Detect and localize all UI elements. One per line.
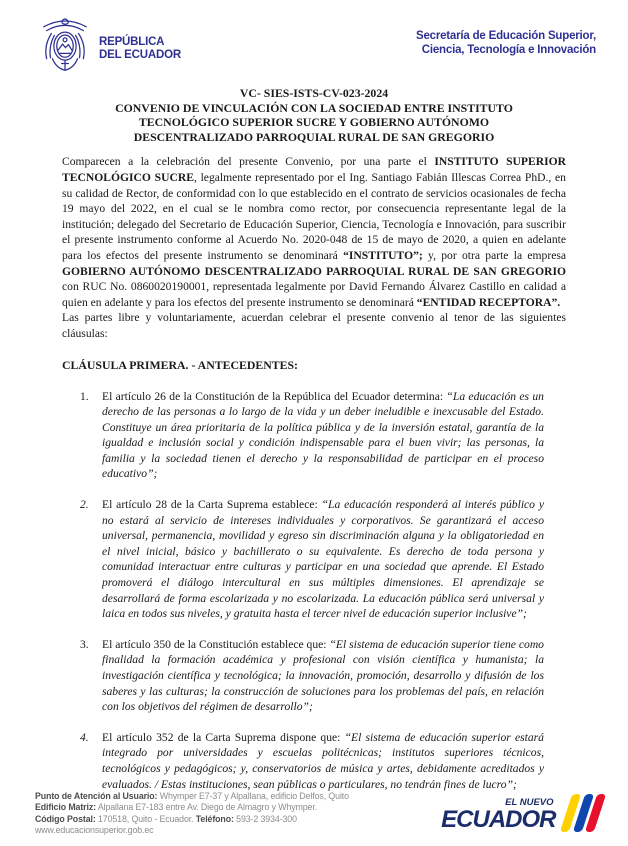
antecedentes-list — [62, 389, 566, 793]
item-number: 3. — [80, 637, 89, 651]
intro-paragraph — [62, 154, 566, 310]
page-header — [0, 12, 628, 90]
footer-line-3 — [35, 814, 349, 826]
antecedente-item-4 — [80, 730, 544, 792]
footer-line-1 — [35, 791, 349, 803]
antecedente-item-2 — [80, 497, 544, 622]
footer-contact-info — [35, 791, 349, 837]
secretaria-label — [416, 29, 596, 57]
item-number: 4. — [80, 730, 89, 744]
logo-el-nuevo: EL NUEVO — [505, 796, 554, 808]
flag-stripes-icon — [563, 794, 601, 832]
footer-value: 170518, Quito - Ecuador. — [95, 813, 196, 824]
antecedente-item-3 — [80, 637, 544, 715]
instituto-denomination: “INSTITUTO”; — [343, 248, 423, 262]
item-quote: “La educación es un derecho de las personas a lo largo de la vida y un deber ineludible e inexcusable del Estado. Constituye un área prioritaria de la política pública y de la inversión estatal, garantía de la igualdad e inclusión social y condición indispensable para el buen vivir; las personas, la familia y la sociedad tienen el derecho y la responsabilidad de participar en el proceso educativo”; — [102, 389, 544, 481]
el-nuevo-ecuador-logo — [441, 794, 600, 832]
footer-label: Teléfono: — [195, 813, 234, 824]
document-title — [62, 86, 566, 144]
item-number: 2. — [80, 498, 89, 512]
item-quote: “La educación responderá al interés público y no estará al servicio de intereses individuales y corporativos. Se garantizará el acceso universal, permanencia, movilidad y egreso sin discriminación alguna y la obligatoriedad en el nivel inicial, básico y bachillerato o su equivalente. Es derecho de toda persona y comunidad interactuar entre culturas y participar en una sociedad que aprende. El Estado promoverá el diálogo intercultural en sus múltiples dimensiones. El aprendizaje se desarrollará de forma escolarizada y no escolarizada. La educación pública será universal y laica en todos sus niveles, y gratuita hasta el tercer nivel de educación superior inclusive”; — [102, 498, 544, 621]
instituto-name: INSTITUTO SUPERIOR TECNOLÓGICO SUCRE — [62, 155, 566, 184]
secretaria-line2: Ciencia, Tecnología e Innovación — [421, 44, 596, 56]
footer-label: Edificio Matriz: — [35, 802, 96, 813]
item-lead: El artículo 28 de la Carta Suprema establece: — [102, 498, 322, 512]
footer-value: 593-2 3934-300 — [233, 813, 297, 824]
item-number: 1. — [80, 389, 89, 403]
gad-name: GOBIERNO AUTÓNOMO DESCENTRALIZADO PARROQUIAL RURAL DE SAN GREGORIO — [62, 264, 566, 278]
logo-ecuador: ECUADOR — [441, 806, 556, 833]
footer-label: Punto de Atención al Usuario: — [35, 790, 158, 801]
republic-line2: DEL ECUADOR — [99, 49, 181, 61]
footer-value: Whymper E7-37 y Alpallana, edificio Delfos, Quito — [157, 790, 349, 801]
footer-line-2 — [35, 802, 349, 814]
item-lead: El artículo 350 de la Constitución establece que: — [102, 637, 330, 651]
secretaria-line1: Secretaría de Educación Superior, — [415, 30, 596, 42]
clause-heading: CLÁUSULA PRIMERA. - ANTECEDENTES: — [62, 357, 298, 372]
title-line-3: DESCENTRALIZADO PARROQUIAL RURAL DE SAN GREGORIO — [133, 129, 495, 144]
ecuador-coat-of-arms-icon — [36, 14, 94, 89]
item-quote: “El sistema de educación superior estará integrado por universidades y escuelas politécnicas; institutos superiores técnicos, tecnológicos y pedagógicos; y, conservatorios de música y artes, debidamente acreditados y evaluados. / Estas instituciones, sean públicas o particulares, no tendrán fines de lucro”; — [102, 730, 544, 791]
logo-text — [441, 798, 555, 833]
intro-text: y, por otra parte la empresa — [422, 248, 566, 262]
footer-value: Alpallana E7-183 entre Av. Diego de Almagro y Whymper. — [95, 802, 318, 813]
intro-text: , legalmente representado por el Ing. Santiago Fabián Illescas Correa PhD., en su calidad de Rector, de conformidad con lo que establecido en el contrato de servicios ocasionales de fecha 19 mayo del 2022, en el cual se le nombra como rector, por consecuencia representante legal de la institución; delegado del Secretario de Educación Superior, Ciencia, Tecnología e Innovación, para suscribir el presente instrumento conforme al Acuerdo No. 2020-048 de 15 de mayo de 2020, a quien en adelante para los efectos del presente instrumento se denominará — [62, 170, 566, 262]
intro-text: Comparecen a la celebración del presente Convenio, por una parte el — [62, 155, 435, 169]
footer-website: www.educacionsuperior.gob.ec — [35, 825, 154, 836]
entidad-receptora-denomination: “ENTIDAD RECEPTORA”. — [416, 295, 561, 309]
item-lead: El artículo 26 de la Constitución de la República del Ecuador determina: — [102, 389, 447, 403]
footer-label: Código Postal: — [35, 813, 96, 824]
document-code: VC- SIES-ISTS-CV-023-2024 — [239, 86, 389, 100]
title-line-1: CONVENIO DE VINCULACIÓN CON LA SOCIEDAD ENTRE INSTITUTO — [115, 100, 513, 115]
document-body — [62, 86, 566, 807]
republic-line1: REPÚBLICA — [99, 36, 165, 48]
antecedente-item-1 — [80, 389, 544, 483]
item-lead: El artículo 352 de la Carta Suprema dispone que: — [102, 730, 345, 744]
title-line-2: TECNOLÓGICO SUPERIOR SUCRE Y GOBIERNO AUTÓNOMO — [138, 115, 490, 130]
intro-text: con RUC No. 0860020190001, representada legalmente por David Fernando Álvarez Castillo en calidad a quien en adelante y para los efectos del presente instrumento se denominará — [62, 280, 566, 309]
closing-paragraph: Las partes libre y voluntariamente, acuerdan celebrar el presente convenio al tenor de las siguientes cláusulas: — [62, 311, 566, 340]
republic-label — [99, 36, 181, 62]
item-quote: “El sistema de educación superior tiene como finalidad la formación académica y profesional con visión científica y humanista; la investigación científica y tecnológica; la innovación, promoción, desarrollo y difusión de los saberes y las culturas; la construcción de soluciones para los problemas del país, en relación con los objetivos del régimen de desarrollo”; — [102, 637, 544, 714]
